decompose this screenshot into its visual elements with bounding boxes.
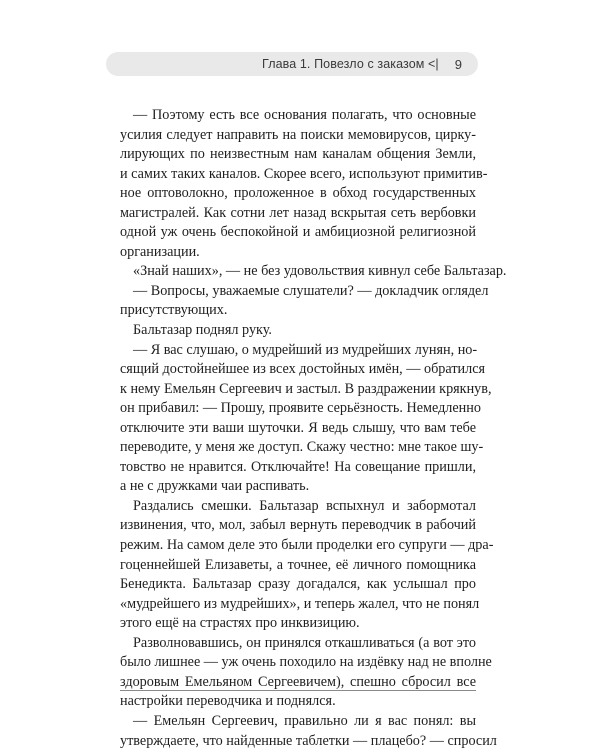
text-line: организации.: [120, 243, 476, 263]
text-line: одной уж очень беспокойной и амбициозной религиозной: [120, 223, 476, 243]
text-line: сящий достойнейшее из всех достойных имён, — обратился: [120, 360, 476, 380]
text-line: здоровым Емельяном Сергеевичем), спешно сбросил все: [120, 673, 476, 693]
text-line: «мудрейшего из мудрейших», и теперь жалел, что не понял: [120, 595, 476, 615]
running-head: [106, 52, 478, 76]
text-line: переводите, у меня же доступ. Скажу честно: мне такое шу-: [120, 438, 476, 458]
text-line: ное оптоволокно, проложенное в обход государственных: [120, 184, 476, 204]
text-line: к нему Емельян Сергеевич и застыл. В раздражении крякнув,: [120, 380, 476, 400]
text-line: отключите эти ваши шуточки. Я ведь слышу, что вам тебе: [120, 419, 476, 439]
paragraph: [120, 634, 476, 712]
text-line: режим. На самом деле это были проделки его супруги — дра-: [120, 536, 476, 556]
paragraph: [120, 341, 476, 497]
text-line: гоценнейшей Елизаветы, а точнее, её личного помощника: [120, 556, 476, 576]
text-line: усилия следует направить на поиски мемовирусов, цирку-: [120, 126, 476, 146]
text-line: настройки переводчика и поднялся.: [120, 692, 476, 712]
text-line: Разволновавшись, он принялся откашливаться (а вот это: [120, 634, 476, 654]
text-line: — Я вас слушаю, о мудрейший из мудрейших лунян, но-: [120, 341, 476, 361]
text-line: товство не нравится. Отключайте! На совещание пришли,: [120, 458, 476, 478]
text-line: «Знай наших», — не без удовольствия кивнул себе Бальтазар.: [120, 262, 476, 282]
text-line: — Емельян Сергеевич, правильно ли я вас понял: вы: [120, 712, 476, 732]
text-line: Бенедикта. Бальтазар сразу догадался, как услышал про: [120, 575, 476, 595]
text-line: — Вопросы, уважаемые слушатели? — докладчик оглядел: [120, 282, 476, 302]
text-line: а не с дружками чаи распивать.: [120, 477, 476, 497]
text-line: было лишнее — уж очень походило на издёвку над не вполне: [120, 653, 476, 673]
paragraph: [120, 497, 476, 634]
text-line: он прибавил: — Прошу, проявите серьёзность. Немедленно: [120, 399, 476, 419]
footer-rule: [120, 690, 476, 691]
text-line: и самих таких каналов. Скорее всего, используют примитив-: [120, 165, 476, 185]
text-line: лирующих по неизвестным нам каналам общения Земли,: [120, 145, 476, 165]
text-line: магистралей. Как сотни лет назад вскрытая сеть вербовки: [120, 204, 476, 224]
text-line: Бальтазар поднял руку.: [120, 321, 476, 341]
paragraph: [120, 712, 476, 751]
paragraph: [120, 106, 476, 262]
text-line: присутствующих.: [120, 301, 476, 321]
paragraph: [120, 262, 476, 282]
paragraph: [120, 282, 476, 321]
text-line: Раздались смешки. Бальтазар вспыхнул и забормотал: [120, 497, 476, 517]
text-line: извинения, что, мол, забыл вернуть переводчик в рабочий: [120, 516, 476, 536]
text-line: — Поэтому есть все основания полагать, что основные: [120, 106, 476, 126]
text-line: утверждаете, что найденные таблетки — плацебо? — спросил: [120, 732, 476, 751]
page-number: 9: [455, 57, 462, 72]
text-line: этого ещё на страстях про инквизицию.: [120, 614, 476, 634]
paragraph: [120, 321, 476, 341]
body-text: [120, 106, 476, 751]
chapter-title: Глава 1. Повезло с заказом <|: [262, 57, 439, 71]
